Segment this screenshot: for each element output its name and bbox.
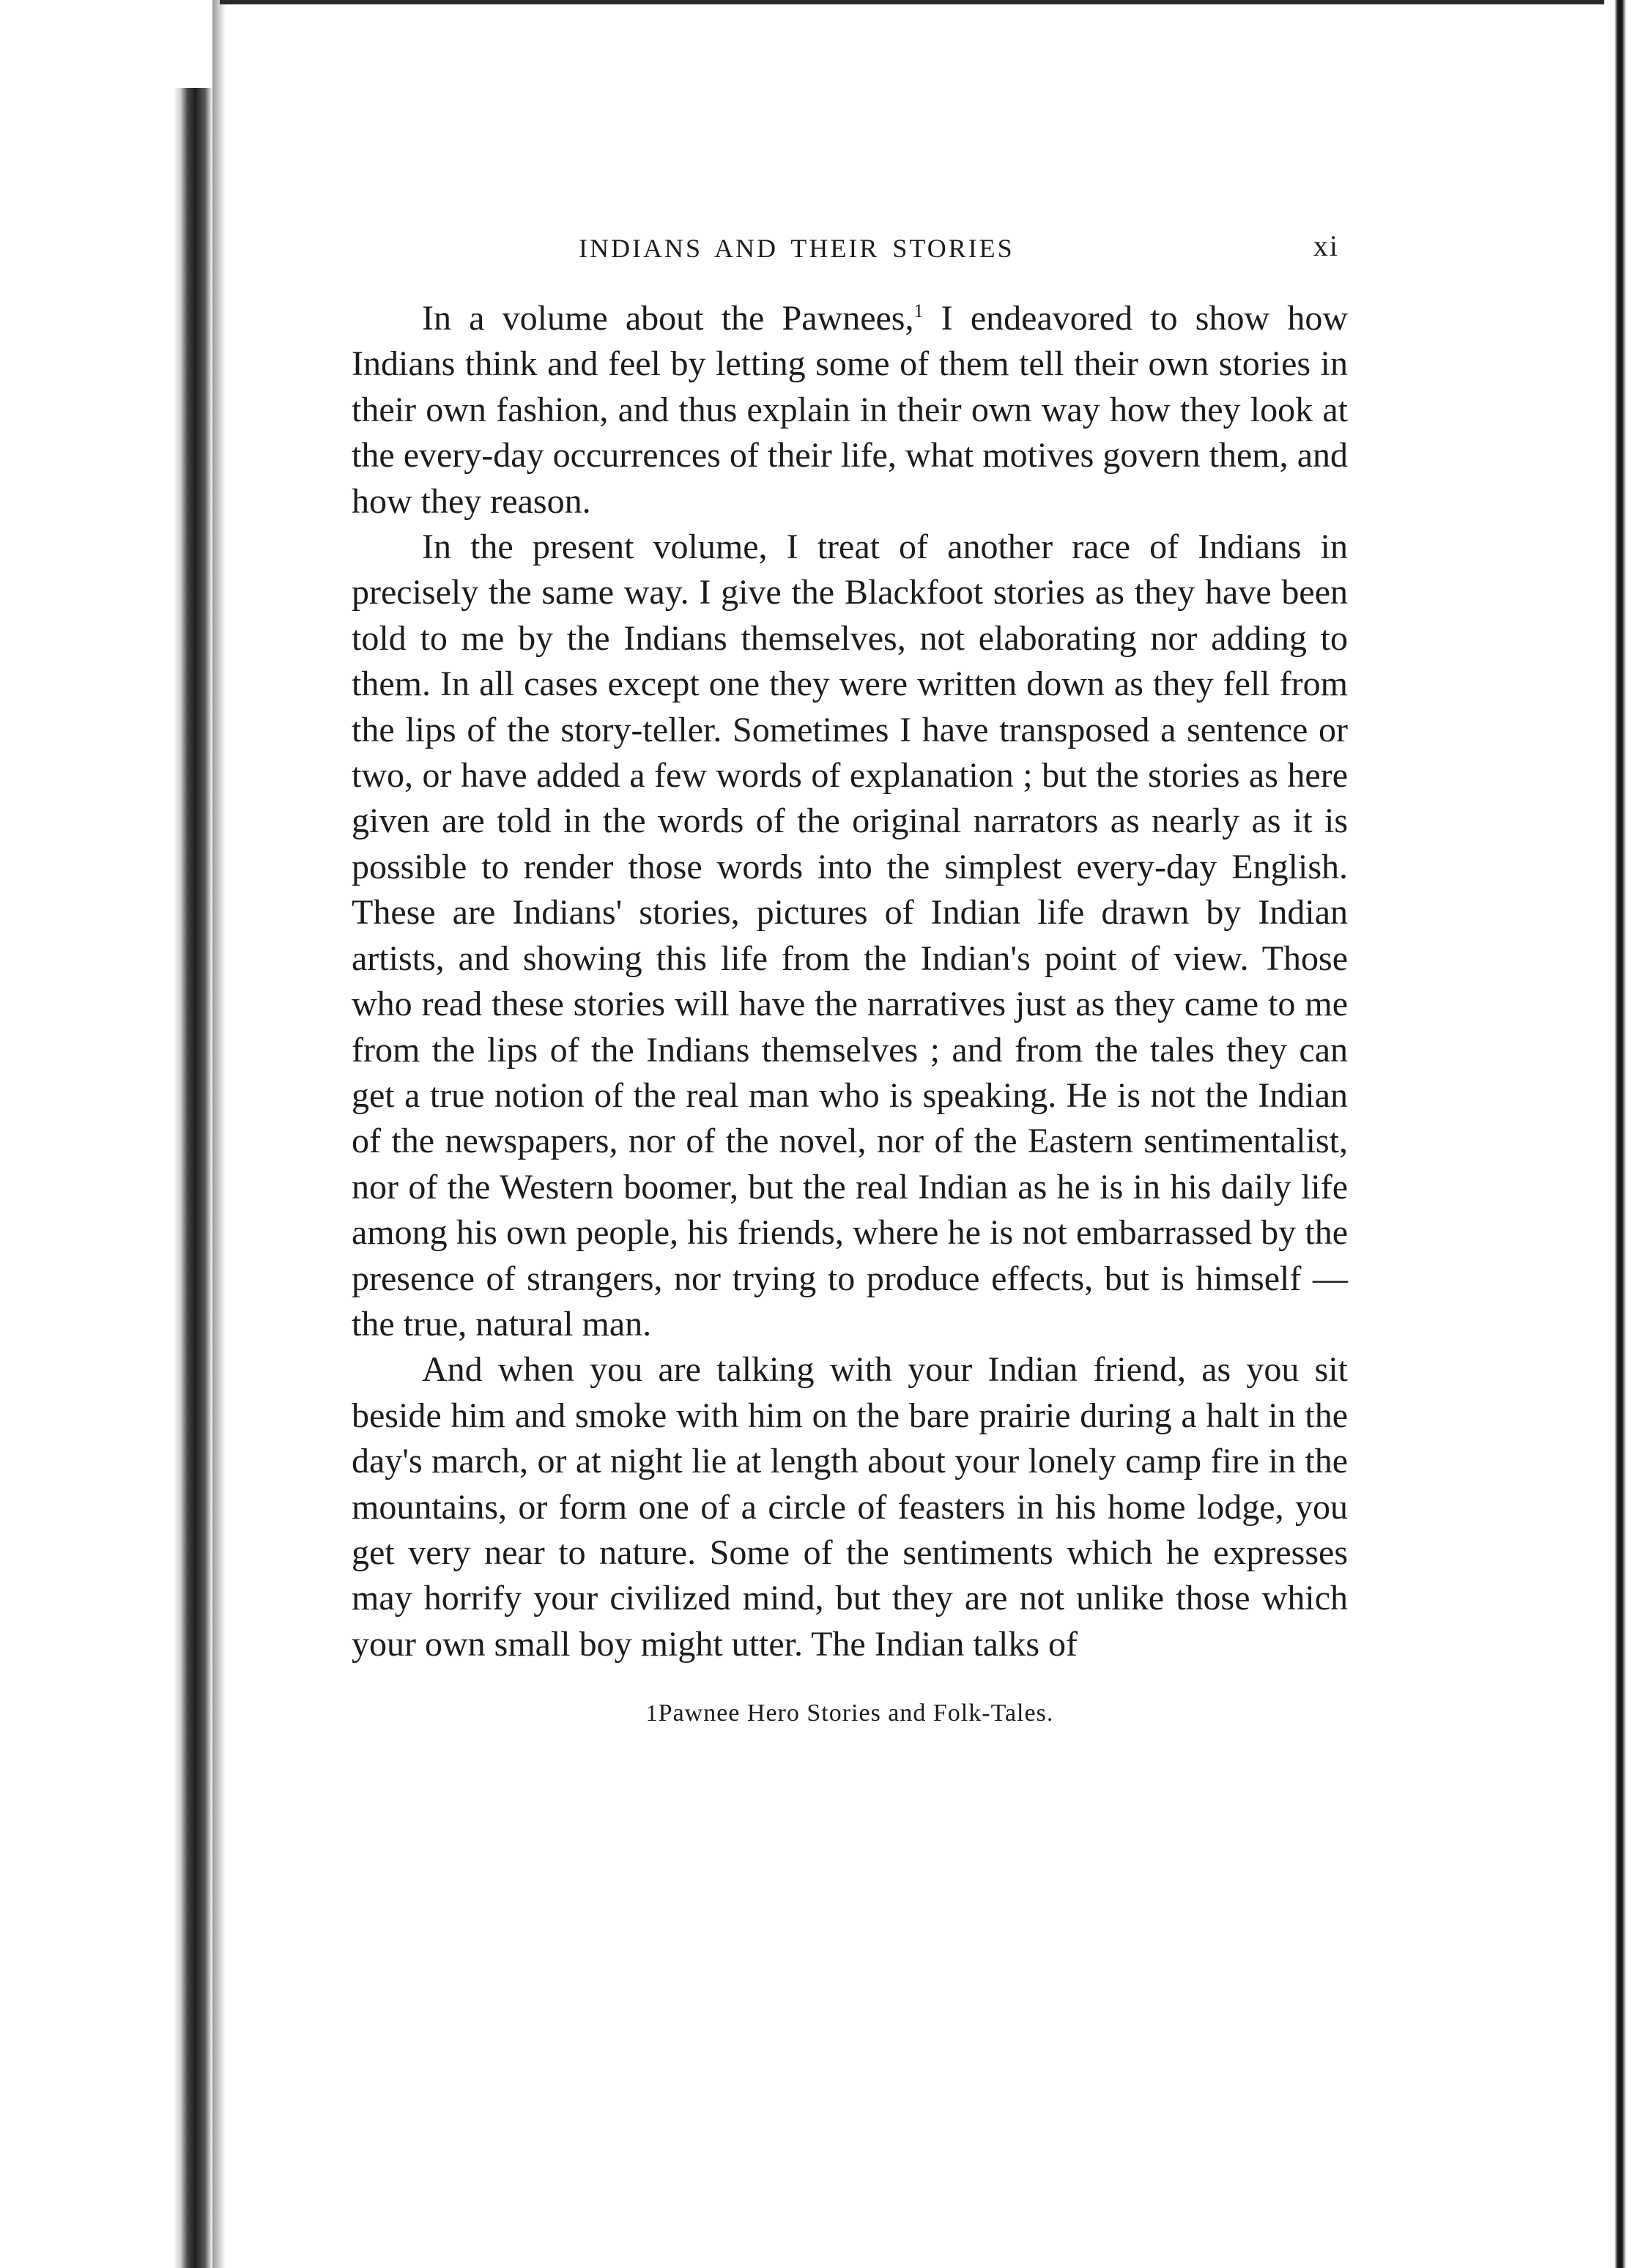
book-page: [352, 220, 1348, 1727]
body-text: [352, 296, 1348, 1667]
running-head-title: INDIANS AND THEIR STORIES: [579, 234, 1015, 263]
paragraph-1-text-start: In a volume about the Pawnees,: [422, 299, 914, 338]
page-gutter-shadow: [212, 0, 226, 2268]
binding-top-gap: [173, 0, 217, 88]
paragraph-1: [352, 296, 1348, 525]
footnote-reference: 1: [913, 300, 924, 322]
paragraph-2: In the present volume, I treat of another race of Indians in precisely the same way. I give the Blackfoot stories as they have been told to me by the Indians themselves, not elaborating nor adding to them. In all cases except one they were written down as they fell from the lips of the story-teller. Sometimes I have transposed a sentence or two, or have added a few words of explanation ; but the stories as here given are told in the words of the original narrators as nearly as it is possible to render those words into the simplest every-day English. These are Indians' stories, pictures of Indian life drawn by Indian artists, and showing this life from the Indian's point of view. Those who read these stories will have the narratives just as they came to me from the lips of the Indians themselves ; and from the tales they can get a true notion of the real man who is speaking. He is not the Indian of the newspapers, nor of the novel, nor of the Eastern sentimentalist, nor of the Western boomer, but the real Indian as he is in his daily life among his own people, his friends, where he is not embarrassed by the presence of strangers, nor trying to produce effects, but is himself — the true, natural man.: [352, 527, 1348, 1344]
footnote-text: Pawnee Hero Stories and Folk-Tales.: [658, 1700, 1054, 1727]
footnote-mark: 1: [645, 1700, 659, 1727]
running-head: [352, 220, 1348, 264]
paragraph-1-text-end: I endeavored to show how Indians think and feel by letting some of them tell their own stories in their own fashion, and thus explain in their own way how they look at the every-day occurrences of their life, what motives govern them, and how they reason.: [352, 299, 1348, 521]
page-right-edge: [1604, 0, 1635, 2268]
page-number: xi: [1313, 229, 1339, 262]
book-binding: [0, 0, 212, 2268]
footnote: [352, 1700, 1348, 1727]
page-top-edge: [220, 0, 1612, 4]
paragraph-3: And when you are talking with your Indian friend, as you sit beside him and smoke with him on the bare prairie during a halt in the day's march, or at night lie at length about your lonely camp fire in the mountains, or form one of a circle of feasters in his home lodge, you get very near to nature. Some of the sentiments which he expresses may horrify your civilized mind, but they are not unlike those which your own small boy might utter. The Indian talks of: [352, 1350, 1348, 1664]
